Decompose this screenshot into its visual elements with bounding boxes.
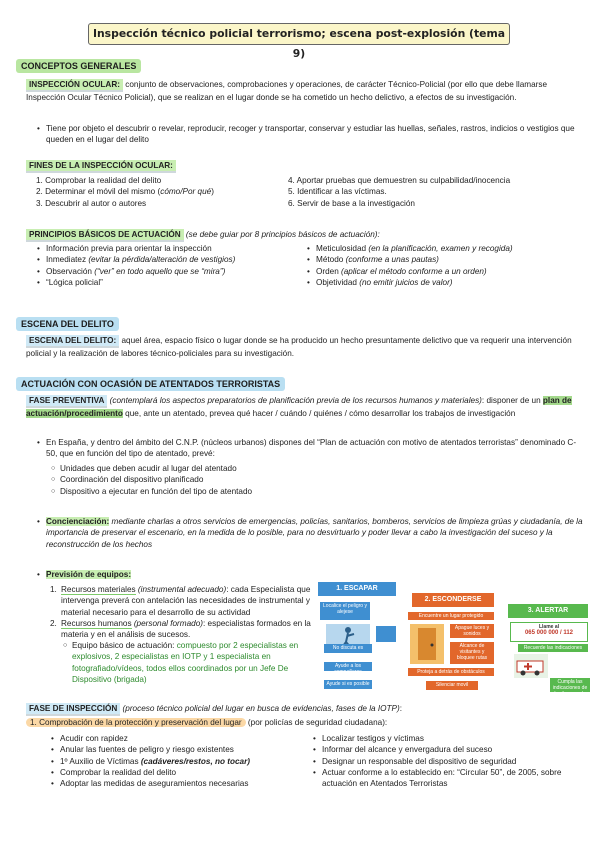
stage-alertar: 3. ALERTAR bbox=[508, 604, 588, 618]
fase-inspeccion-label: FASE DE INSPECCIÓN bbox=[26, 703, 120, 716]
list-item: ○ Equipo básico de actuación: compuesto por 2 especialistas en explosivos, 2 especialistas en IOTP y 1 especialista en fotografiado/vídeos, todos ellos coordinados por un Jefe De Dispositivo (brigada) bbox=[62, 640, 314, 685]
concienciacion-text: mediante charlas a otros servicios de emergencias, policías, sanitarios, bomberos, servicios de limpieza grúas y ciudadanía, de la importancia de preservar el escenario, en la medida de lo posible, para no desvirtuarlo y poder llevar a cabo la investigación del suceso y la reconstrucción de los hechos bbox=[46, 517, 583, 549]
alertar-phone-box: Llame al 065 000 000 / 112 bbox=[510, 622, 588, 642]
esconder-box: Silenciar movil bbox=[426, 681, 478, 690]
list-item: • Actuar conforme a lo establecido en: “Circular 50”, de 2005, sobre actuación en Atentados Terroristas bbox=[312, 767, 586, 790]
section-heading-actuacion: ACTUACIÓN CON OCASIÓN DE ATENTADOS TERRORISTAS bbox=[16, 377, 285, 391]
list-item: ○ Dispositivo a ejecutar en función del tipo de atentado bbox=[50, 486, 580, 497]
fase-preventiva: FASE PREVENTIVA (contemplará los aspectos preparatorios de planificación previa de los recursos humanos y materiales): disponer de un plan de actuación/procedimiento que, ante un atentado, prevea qué hacer / cuándo / quiénes / cómo desarrollar los trabajos de investigación bbox=[26, 396, 572, 419]
list-item: • En España, y dentro del ámbito del C.N.P. (núcleos urbanos) dispones del “Plan de actuación con motivo de atentados terroristas” denominado C-50, que en función del tipo de atentado, prevé: bbox=[36, 437, 584, 460]
escapar-box: Ayude si es posible bbox=[324, 680, 372, 689]
principios-note: (se debe guiar por 8 principios básicos de actuación): bbox=[183, 230, 380, 239]
prevision-bullet bbox=[36, 569, 316, 580]
list-item: • Orden (aplicar el método conforme a un orden) bbox=[306, 266, 513, 277]
inspeccion-ocular-label: INSPECCIÓN OCULAR: bbox=[26, 79, 123, 92]
equipo-bullet bbox=[62, 640, 314, 685]
list-item: 5. Identificar a las víctimas. bbox=[288, 187, 387, 197]
principios-heading bbox=[26, 229, 586, 242]
list-item: 6. Servir de base a la investigación bbox=[288, 198, 415, 208]
fase-preventiva-label: FASE PREVENTIVA bbox=[26, 395, 107, 408]
list-item: 2. Determinar el móvil del mismo (cómo/Por qué) bbox=[36, 187, 214, 197]
esconder-box: Alcance de visitantes y bloquee rutas bbox=[450, 642, 494, 664]
concienciacion-label: Concienciación: bbox=[46, 517, 110, 526]
stage-escapar: 1. ESCAPAR bbox=[318, 582, 396, 596]
escapar-box: Localice el peligro y alejese bbox=[320, 602, 370, 620]
emergency-infographic bbox=[318, 582, 590, 703]
escena-text: aquel área, espacio físico o lugar donde se ha producido un hecho presuntamente delictivo que va requerir una intervención policial y la realización de labores técnico-policiales para su investigación. bbox=[26, 336, 572, 359]
inspeccion-ocular-bullets bbox=[36, 123, 584, 146]
escapar-box: Ayude a los compañeros bbox=[324, 662, 372, 671]
list-item: • Método (conforme a unas pautas) bbox=[306, 254, 513, 265]
alertar-box: Cumpla las indicaciones de las fuerzas de seguridad bbox=[550, 678, 590, 692]
list-item bbox=[36, 516, 584, 550]
stage-esconderse: 2. ESCONDERSE bbox=[412, 593, 494, 607]
inspeccion-ocular-definition bbox=[26, 79, 582, 104]
alertar-illustration bbox=[514, 654, 548, 678]
esconder-illustration bbox=[410, 624, 444, 664]
ambulance-icon bbox=[514, 654, 548, 678]
principios-list bbox=[36, 243, 584, 288]
list-item: • Meticulosidad (en la planificación, examen y recogida) bbox=[306, 243, 513, 254]
prevision-list bbox=[50, 584, 312, 641]
comprobacion-label: 1. Comprobación de la protección y preservación del lugar bbox=[26, 718, 246, 727]
fines-label: FINES DE LA INSPECCIÓN OCULAR: bbox=[26, 160, 176, 173]
escapar-box: No discuta es bbox=[324, 644, 372, 653]
list-item: • Adoptar las medidas de aseguramientos necesarias bbox=[50, 778, 312, 789]
list-item: 3. Descubrir al autor o autores bbox=[36, 198, 147, 208]
escena-definition bbox=[26, 335, 582, 360]
door-icon bbox=[410, 624, 444, 664]
section-heading-escena: ESCENA DEL DELITO bbox=[16, 317, 119, 331]
list-item: • Tiene por objeto el descubrir o revelar, reproducir, recoger y transportar, conservar y estudiar las huellas, señales, rastros, indicios o vestigios que queden en el lugar del delito bbox=[36, 123, 584, 146]
esconder-box: Encuentre un lugar protegido bbox=[408, 612, 494, 620]
comprobacion-text: (por policías de seguridad ciudadana): bbox=[245, 718, 388, 727]
list-item: 1. Comprobar la realidad del delito bbox=[36, 176, 162, 185]
fase-inspeccion: FASE DE INSPECCIÓN (proceso técnico policial del lugar en busca de evidencias, fases de la IOTP): bbox=[26, 703, 586, 716]
page-title: Inspección técnico policial terrorismo; escena post-explosión (tema 9) bbox=[88, 23, 510, 45]
list-item: • Observación (“ver” en todo aquello que se “mira”) bbox=[36, 266, 306, 277]
concienciacion-bullet bbox=[36, 516, 584, 550]
list-item: • Localizar testigos y víctimas bbox=[312, 733, 586, 744]
list-item: ○ Coordinación del dispositivo planificado bbox=[50, 474, 580, 485]
list-item: 1. Recursos materiales (instrumental adecuado): cada Especialista que intervenga preverá con antelación las necesidades de instrumental y material necesario para el desarrollo de su actividad bbox=[50, 585, 311, 617]
list-item: • Anular las fuentes de peligro y riesgo existentes bbox=[50, 744, 312, 755]
comprobacion-heading bbox=[26, 717, 586, 728]
prevision-label: Previsión de equipos: bbox=[46, 570, 132, 579]
list-item: • Designar un responsable del dispositivo de seguridad bbox=[312, 756, 586, 767]
list-item: 2. Recursos humanos (personal formado): especialistas formados en la materia y en el análisis de sucesos. bbox=[50, 618, 311, 640]
espana-bullets bbox=[36, 437, 584, 460]
list-item: • Comprobar la realidad del delito bbox=[50, 767, 312, 778]
esconder-box: Apague luces y sonidos bbox=[450, 624, 494, 638]
list-item: ○ Unidades que deben acudir al lugar del atentado bbox=[50, 463, 580, 474]
list-item bbox=[36, 569, 316, 580]
fines-heading bbox=[26, 160, 176, 173]
plan-actuacion-highlight: plan de actuación/procedimiento bbox=[26, 396, 572, 419]
fines-list bbox=[36, 175, 584, 209]
list-item: • Información previa para orientar la inspección bbox=[36, 243, 306, 254]
list-item: • Objetividad (no emitir juicios de valor) bbox=[306, 277, 513, 288]
list-item: • “Lógica policial” bbox=[36, 277, 306, 288]
alertar-box: Recuerde las indicaciones bbox=[518, 644, 588, 652]
espana-sub-bullets bbox=[50, 463, 580, 497]
section-heading-conceptos: CONCEPTOS GENERALES bbox=[16, 59, 141, 73]
escapar-small-box bbox=[376, 626, 396, 642]
escena-label: ESCENA DEL DELITO: bbox=[26, 335, 119, 348]
comprobacion-list bbox=[50, 733, 586, 790]
list-item: • Informar del alcance y envergadura del suceso bbox=[312, 744, 586, 755]
list-item: 4. Aportar pruebas que demuestren su culpabilidad/inocencia bbox=[288, 176, 511, 185]
principios-label: PRINCIPIOS BÁSICOS DE ACTUACIÓN bbox=[26, 229, 184, 242]
list-item: • Acudir con rapidez bbox=[50, 733, 312, 744]
list-item: • Inmediatez (evitar la pérdida/alteración de vestigios) bbox=[36, 254, 306, 265]
list-item: • 1º Auxilio de Víctimas (cadáveres/restos, no tocar) bbox=[50, 756, 312, 767]
inspeccion-ocular-text: conjunto de observaciones, comprobaciones y operaciones, de carácter Técnico-Policial (por ello que debe llamarse Inspección Ocular Técnico Policial), que se realizan en el lugar donde se ha cometido un hecho delictivo, a efectos de su investigación. bbox=[26, 80, 547, 103]
esconder-box: Proteja a detrás de obstáculos bbox=[408, 668, 494, 676]
